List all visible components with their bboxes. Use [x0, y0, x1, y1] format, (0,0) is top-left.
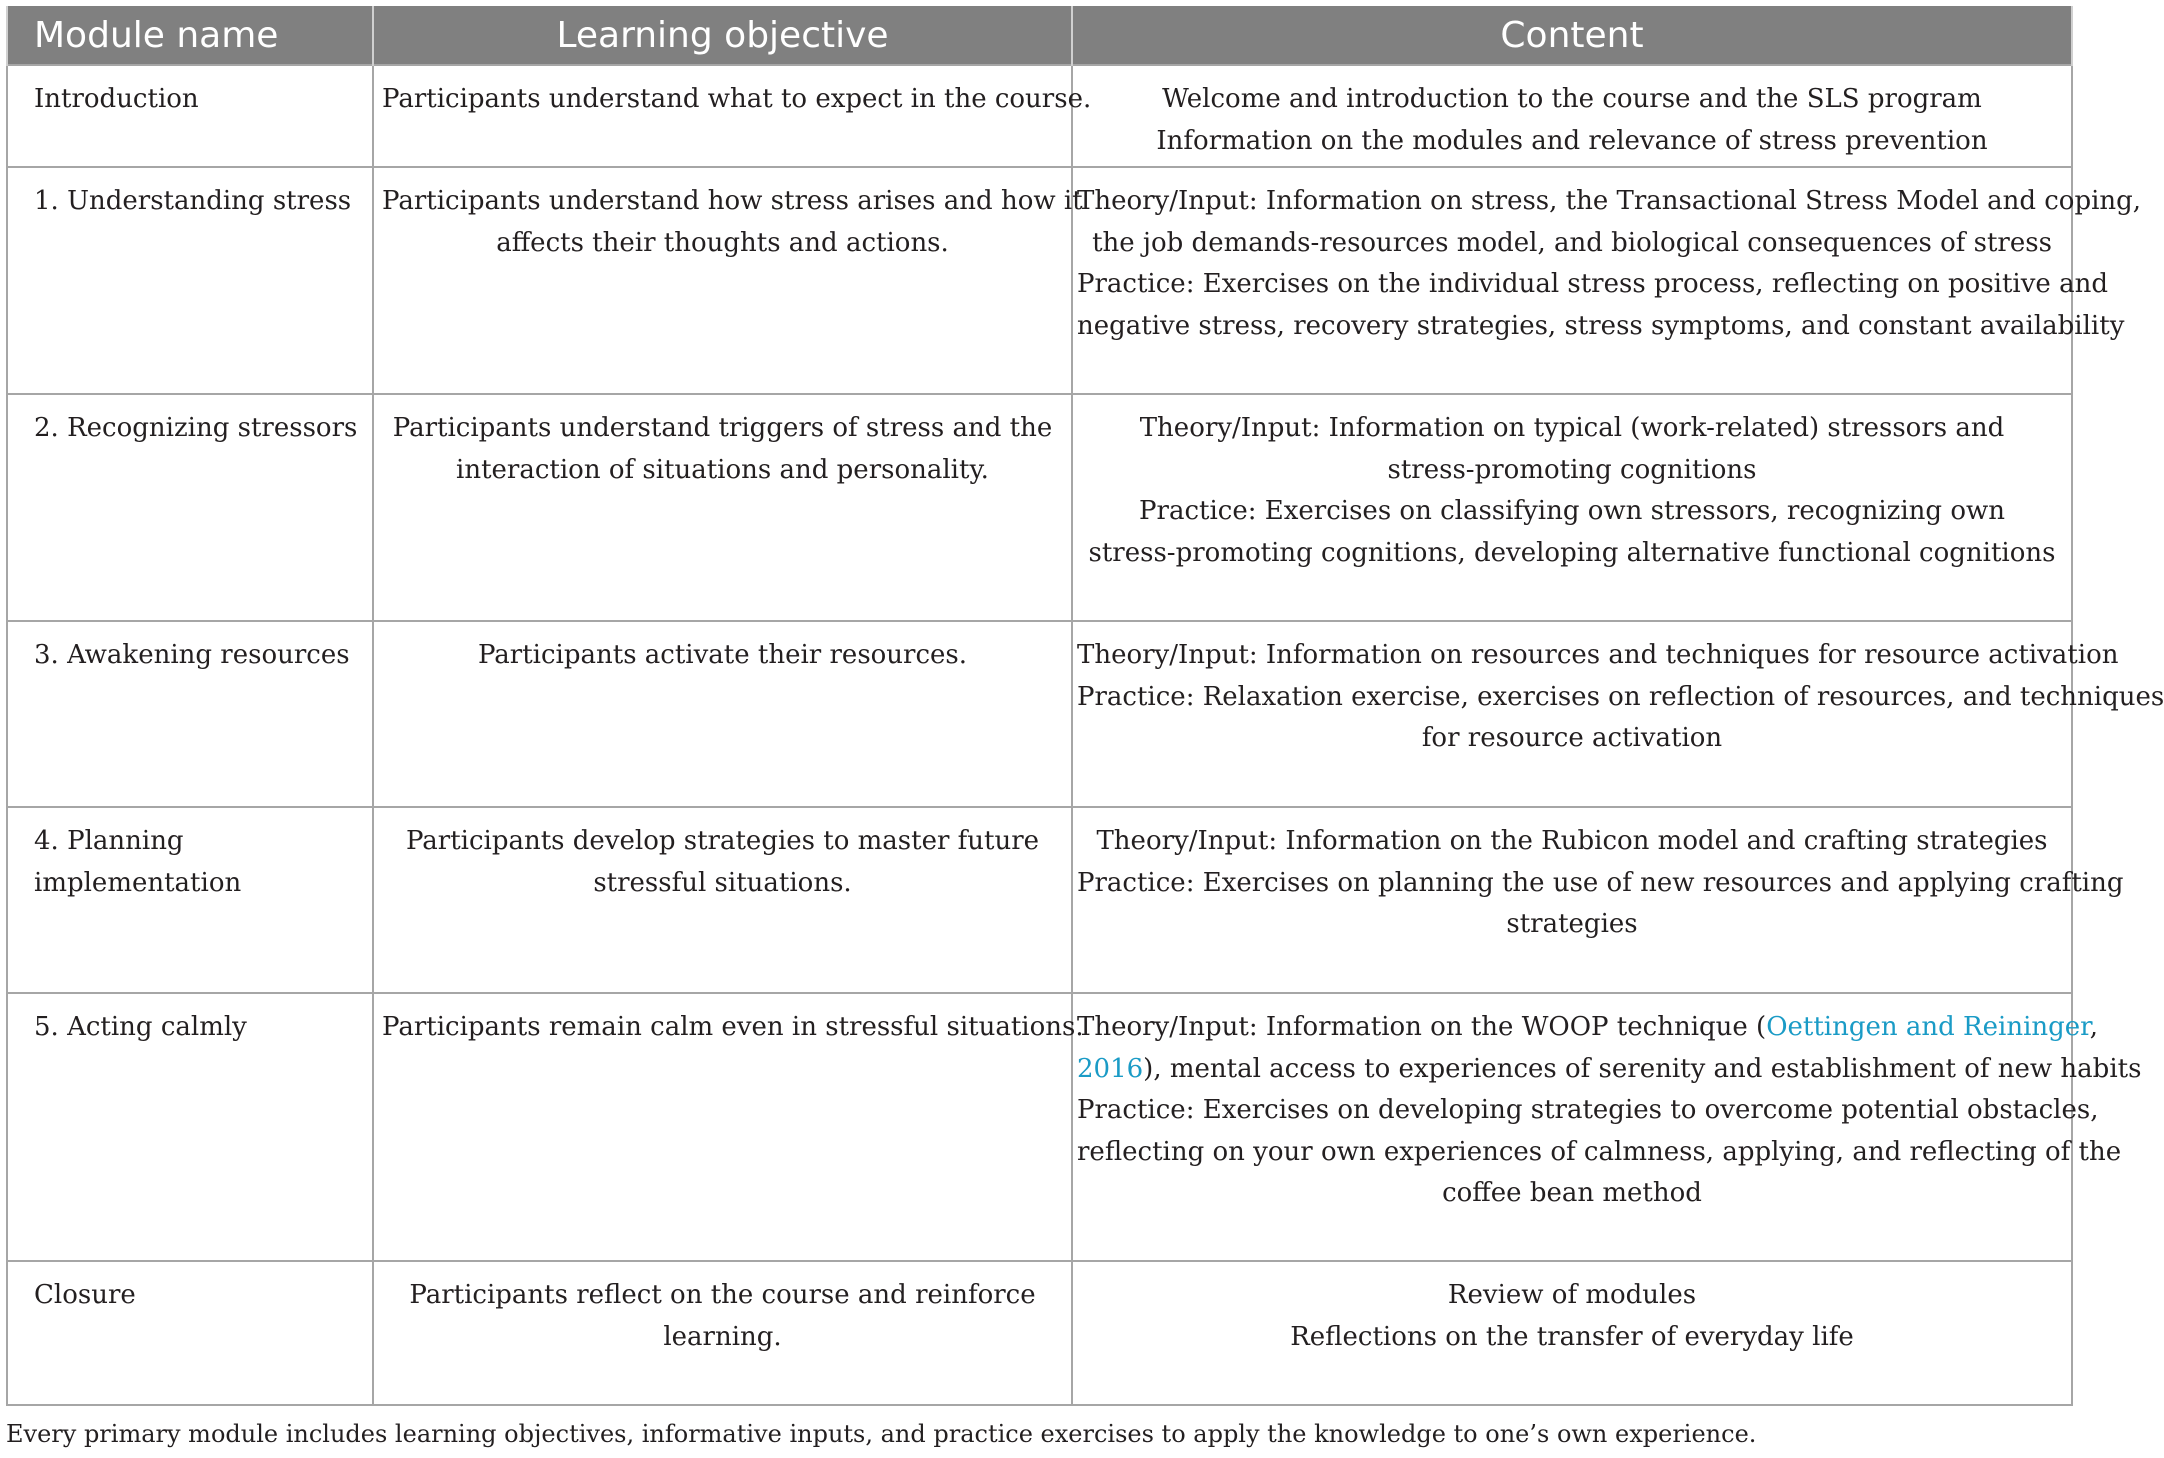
modules-table: [6, 6, 2164, 1406]
module-name-cell: [7, 65, 373, 167]
header-content: Content: [1072, 6, 2072, 65]
header-learning-objective: Learning objective: [373, 6, 1072, 65]
module-name-line: Closure: [34, 1280, 136, 1310]
objective-line: Participants develop strategies to master future: [405, 826, 1040, 856]
content-line: Theory/Input: Information on the Rubicon model and crafting strategies: [1096, 826, 2048, 856]
content-cell: [1072, 394, 2072, 621]
content-cell: [1072, 621, 2164, 807]
content-line: Theory/Input: Information on typical (work-related) stressors and: [1139, 413, 2005, 443]
content-text: Theory/Input: Information on the WOOP technique (: [1077, 1012, 1767, 1042]
content-cell: [1072, 167, 2142, 394]
content-line: negative stress, recovery strategies, stress symptoms, and constant availability: [1077, 310, 2125, 341]
content-cell: [1072, 993, 2142, 1261]
objective-line: Participants understand triggers of stress and the: [392, 413, 1053, 443]
content-line: Practice: Exercises on developing strategies to overcome potential obstacles,: [1077, 1095, 2099, 1125]
module-name-line: implementation: [34, 867, 242, 898]
objective-line: Participants understand what to expect in the course.: [382, 84, 1092, 114]
module-name-line: Introduction: [34, 84, 199, 114]
table-row: [7, 167, 2072, 394]
content-line: Practice: Relaxation exercise, exercises on reflection of resources, and techniques: [1077, 681, 2164, 712]
learning-objective-cell: [373, 1261, 1072, 1405]
content-line: Reflections on the transfer of everyday life: [1290, 1321, 1854, 1352]
content-text: ,: [2089, 1012, 2099, 1042]
module-name-cell: [7, 993, 373, 1261]
module-name-cell: [7, 621, 373, 807]
objective-line: affects their thoughts and actions.: [496, 227, 949, 258]
citation-year-link[interactable]: 2016: [1077, 1053, 1144, 1084]
content-line: Practice: Exercises on planning the use of new resources and applying crafting: [1077, 867, 2124, 898]
content-line: Practice: Exercises on the individual stress process, reflecting on positive and: [1077, 269, 2108, 299]
module-name-cell: [7, 394, 373, 621]
content-line: Practice: Exercises on classifying own stressors, recognizing own: [1139, 496, 2005, 526]
content-cell: [1072, 807, 2124, 993]
learning-objective-cell: [373, 65, 1092, 167]
module-name-line: 3. Awakening resources: [34, 640, 350, 670]
learning-objective-cell: [373, 394, 1072, 621]
content-line: Information on the modules and relevance of stress prevention: [1156, 125, 1988, 156]
content-line: coffee bean method: [1442, 1178, 1702, 1208]
objective-line: Participants remain calm even in stressful situations.: [382, 1012, 1084, 1042]
content-line: Theory/Input: Information on resources and techniques for resource activation: [1077, 640, 2119, 670]
content-line: [1077, 1007, 2099, 1049]
header-module-name: Module name: [7, 6, 373, 65]
content-line: Theory/Input: Information on stress, the Transactional Stress Model and coping,: [1077, 186, 2142, 216]
objective-line: Participants activate their resources.: [477, 640, 968, 670]
citation-link[interactable]: Oettingen and Reininger: [1766, 1012, 2090, 1042]
learning-objective-cell: [373, 807, 1072, 993]
content-line: [1077, 1049, 2142, 1091]
table-row: [7, 807, 2072, 993]
content-line: for resource activation: [1421, 723, 1723, 753]
content-line: stress-promoting cognitions: [1387, 454, 1757, 485]
module-name-line: 4. Planning: [34, 826, 184, 856]
content-line: stress-promoting cognitions, developing alternative functional cognitions: [1088, 537, 2056, 568]
objective-line: Participants reflect on the course and reinforce: [409, 1280, 1036, 1310]
module-name-line: 2. Recognizing stressors: [34, 413, 358, 443]
table-row: [7, 394, 2072, 621]
content-cell: [1072, 1261, 2072, 1405]
table-row: [7, 993, 2072, 1261]
objective-line: Participants understand how stress arises and how it: [382, 186, 1083, 216]
objective-line: interaction of situations and personality.: [456, 454, 989, 485]
module-name-cell: [7, 167, 373, 394]
module-name-cell: [7, 807, 373, 993]
learning-objective-cell: [373, 167, 1083, 394]
table-row: [7, 1261, 2072, 1405]
content-line: strategies: [1506, 909, 1638, 939]
content-line: reflecting on your own experiences of calmness, applying, and reflecting of the: [1077, 1136, 2122, 1167]
module-name-line: 1. Understanding stress: [34, 186, 352, 216]
content-cell: [1072, 65, 2072, 167]
modules-table-container: [6, 6, 2164, 1406]
learning-objective-cell: [373, 993, 1084, 1261]
table-footnote: Every primary module includes learning objectives, informative inputs, and practice exercises to apply the knowledge to one’s own experience.: [6, 1420, 1757, 1448]
objective-line: stressful situations.: [593, 867, 852, 898]
table-row: [7, 621, 2072, 807]
content-text: ), mental access to experiences of serenity and establishment of new habits: [1143, 1053, 2142, 1084]
module-name-cell: [7, 1261, 373, 1405]
table-row: [7, 65, 2072, 167]
content-line: Welcome and introduction to the course and the SLS program: [1162, 84, 1982, 114]
content-line: Review of modules: [1447, 1280, 1697, 1310]
header-row: [7, 6, 2072, 65]
module-name-line: 5. Acting calmly: [34, 1012, 247, 1042]
content-line: the job demands-resources model, and biological consequences of stress: [1092, 227, 2052, 258]
objective-line: learning.: [663, 1321, 782, 1352]
learning-objective-cell: [373, 621, 1072, 807]
